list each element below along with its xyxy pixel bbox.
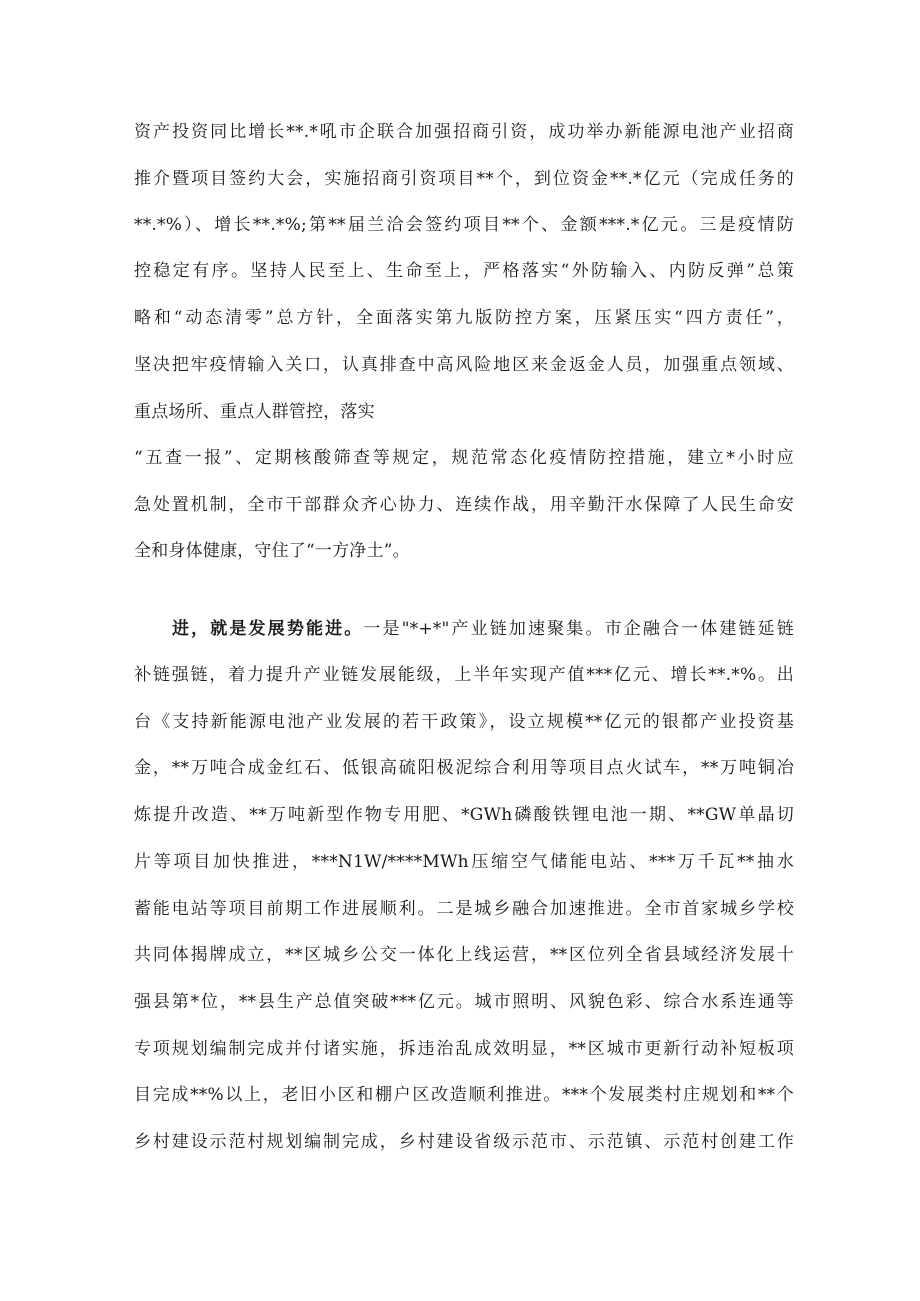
- text-line: 强县第*位，**县生产总值突破***亿元。城市照明、风貌色彩、综合水系连通等: [134, 992, 794, 1012]
- text-line: 略和“动态清零”总方针，全面落实第九版防控方案，压紧压实“四方责任”，: [134, 308, 794, 328]
- text-line: 金，**万吨合成金红石、低银高硫阳极泥综合利用等项目点火试车，**万吨铜冶: [134, 758, 794, 778]
- text-line: 专项规划编制完成并付诸实施，拆违治乱成效明显，**区城市更新行动补短板项: [134, 1039, 794, 1059]
- text-line: 坚决把牢疫情输入关口，认真排查中高风险地区来金返金人员，加强重点领域、: [134, 355, 794, 375]
- text-line: 控稳定有序。坚持人民至上、生命至上，严格落实“外防输入、内防反弹”总策: [134, 261, 794, 281]
- text-line: **.*%）、增长**.*%;第**届兰洽会签约项目**个、金额***.*亿元。三是疫情防: [134, 215, 794, 235]
- text-line: “五查一报”、定期核酸筛查等规定，规范常态化疫情防控措施，建立*小时应: [134, 448, 794, 468]
- text-line: 炼提升改造、**万吨新型作物专用肥、*GWh磷酸铁锂电池一期、**GW单晶切: [134, 805, 794, 825]
- text-line: 乡村建设示范村规划编制完成，乡村建设省级示范市、示范镇、示范村创建工作: [134, 1132, 794, 1152]
- text-line: 补链强链，着力提升产业链发展能级，上半年实现产值***亿元、增长**.*%。出: [134, 665, 794, 685]
- text-line: 推介暨项目签约大会，实施招商引资项目**个，到位资金**.*亿元（完成任务的: [134, 169, 794, 189]
- text-line: 台《支持新能源电池产业发展的若干政策》，设立规模**亿元的银都产业投资基: [134, 712, 794, 732]
- text-line: 目完成**%以上，老旧小区和棚户区改造顺利推进。***个发展类村庄规划和**个: [134, 1085, 794, 1105]
- text-line: 蓄能电站等项目前期工作进展顺利。二是城乡融合加速推进。全市首家城乡学校: [134, 899, 794, 919]
- text-line: 重点场所、重点人群管控，落实: [134, 402, 375, 422]
- paragraph-2-first-line: [172, 618, 794, 640]
- text-line: 片等项目加快推进，***N1W∕****MWh压缩空气储能电站、***万千瓦**抽水: [134, 852, 794, 872]
- text-line: 资产投资同比增长**.*吼市企联合加强招商引资，成功举办新能源电池产业招商: [134, 122, 794, 142]
- paragraph-2-first-line-rest: 一是"*+*"产业链加速聚集。市企融合一体建链延链: [363, 619, 794, 639]
- text-line: 共同体揭牌成立，**区城乡公交一体化上线运营，**区位列全省县域经济发展十: [134, 945, 794, 965]
- paragraph-2-lead: 进，就是发展势能进。: [172, 619, 364, 639]
- text-line: 急处置机制，全市干部群众齐心协力、连续作战，用辛勤汗水保障了人民生命安: [134, 495, 794, 515]
- text-line: 全和身体健康，守住了“一方净土”。: [134, 541, 410, 561]
